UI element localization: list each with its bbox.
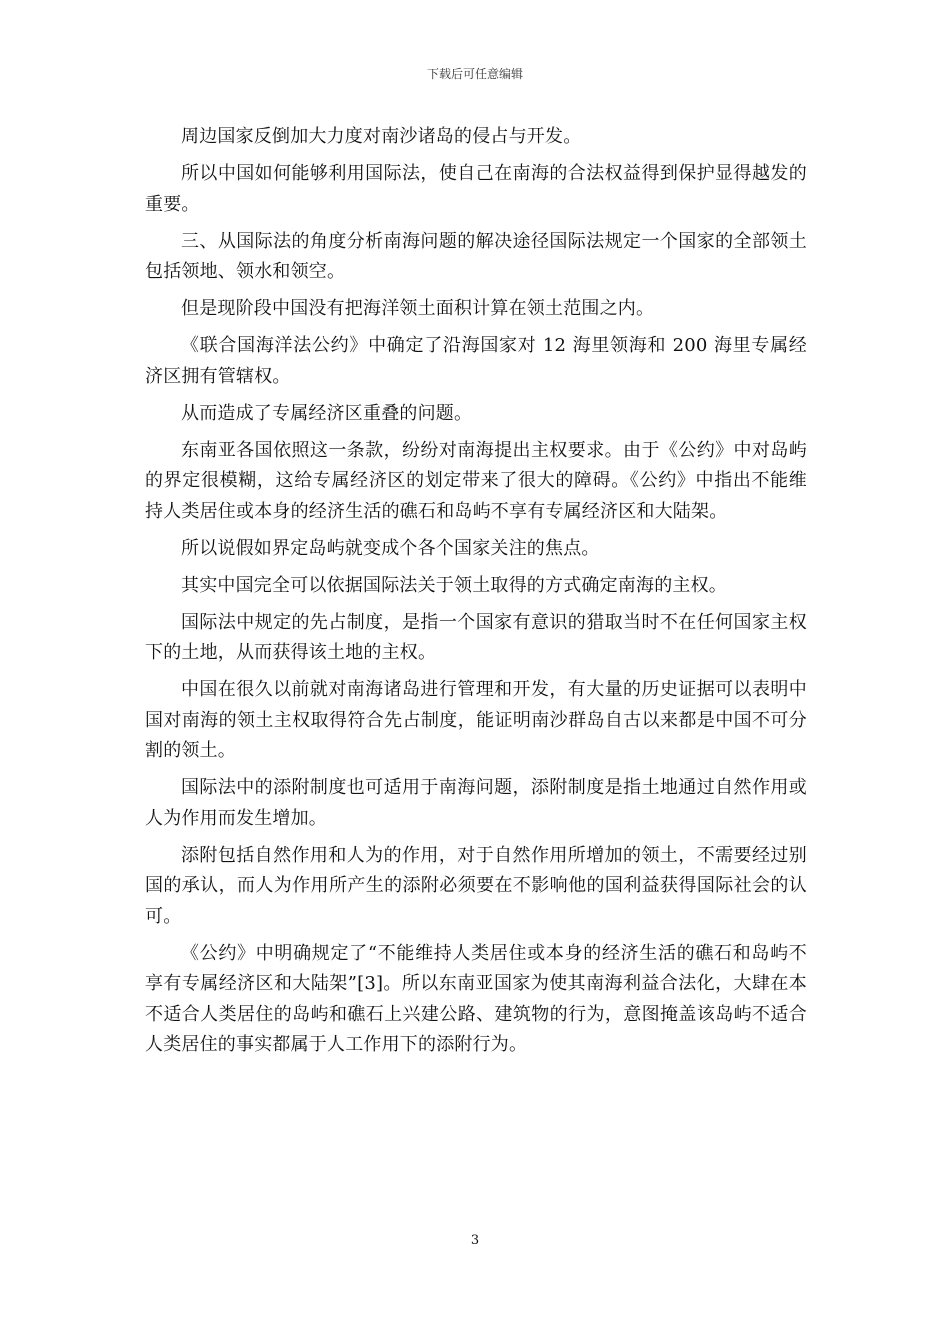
paragraph: 中国在很久以前就对南海诸岛进行管理和开发，有大量的历史证据可以表明中国对南海的领土主权取得符合先占制度，能证明南沙群岛自古以来都是中国不可分割的领土。	[145, 679, 807, 761]
paragraph: 添附包括自然作用和人为的作用，对于自然作用所增加的领土，不需要经过别国的承认，而人为作用所产生的添附必须要在不影响他的国利益获得国际社会的认可。	[145, 844, 807, 927]
paragraph: 《公约》中明确规定了“不能维持人类居住或本身的经济生活的礁石和岛屿不享有专属经济区和大陆架”[3]。所以东南亚国家为使其南海利益合法化，大肆在本不适合人类居住的岛屿和礁石上兴建公路、建筑物的行为，意图掩盖该岛屿不适合人类居住的事实都属于人工作用下的添附行为。	[145, 942, 807, 1055]
paragraph: 国际法中规定的先占制度，是指一个国家有意识的猎取当时不在任何国家主权下的土地，从而获得该土地的主权。	[145, 611, 807, 663]
paragraph: 所以中国如何能够利用国际法，使自己在南海的合法权益得到保护显得越发的重要。	[145, 163, 807, 215]
paragraph: 《联合国海洋法公约》中确定了沿海国家对 12 海里领海和 200 海里专属经济区拥有管辖权。	[145, 335, 807, 387]
paragraph: 其实中国完全可以依据国际法关于领土取得的方式确定南海的主权。	[181, 574, 727, 596]
document-body	[145, 122, 807, 1067]
paragraph: 但是现阶段中国没有把海洋领土面积计算在领土范围之内。	[181, 298, 655, 319]
page-header: 下载后可任意编辑	[426, 67, 523, 81]
paragraph: 周边国家反倒加大力度对南沙诸岛的侵占与开发。	[181, 126, 582, 147]
page-number: 3	[470, 1233, 480, 1248]
paragraph: 所以说假如界定岛屿就变成个各个国家关注的焦点。	[181, 537, 600, 559]
paragraph: 三、从国际法的角度分析南海问题的解决途径国际法规定一个国家的全部领土包括领地、领水和领空。	[145, 230, 807, 282]
paragraph: 东南亚各国依照这一条款，纷纷对南海提出主权要求。由于《公约》中对岛屿的界定很模糊，这给专属经济区的划定带来了很大的障碍。《公约》中指出不能维持人类居住或本身的经济生活的礁石和岛屿不享有专属经济区和大陆架。	[145, 439, 807, 522]
paragraph: 国际法中的添附制度也可适用于南海问题，添附制度是指土地通过自然作用或人为作用而发生增加。	[145, 777, 807, 829]
paragraph: 从而造成了专属经济区重叠的问题。	[181, 402, 473, 424]
